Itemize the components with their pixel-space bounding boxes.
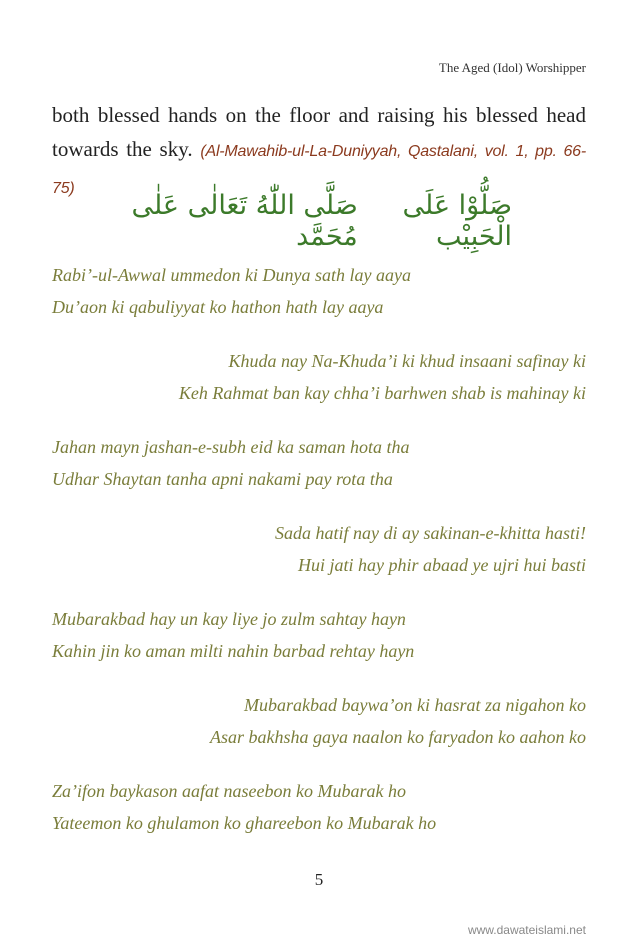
arabic-salutation [52,190,586,252]
verse-line: Mubarakbad hay un kay liye jo zulm sahtay hayn [52,609,406,629]
stanza [52,775,586,839]
stanza [52,345,586,409]
intro-line-1: both blessed hands on the floor and raising his blessed head [52,103,586,127]
verse-line: Khuda nay Na-Khuda’i ki khud insaani safinay ki [228,351,586,371]
intro-line-2: towards the sky. [52,137,193,161]
stanza [52,259,586,323]
arabic-salutation-left: صَلَّى اللّٰهُ تَعَالٰى عَلٰى مُحَمَّد [131,190,358,252]
footer-website: www.dawateislami.net [467,923,586,937]
stanza [52,603,586,667]
citation: (Al-Mawahib-ul-La-Duniyyah, Qastalani, vol. 1, pp. 66-75) [52,143,587,197]
verse-line: Rabi’-ul-Awwal ummedon ki Dunya sath lay aaya [52,265,411,285]
page-number: 5 [314,870,324,889]
stanza [52,431,586,495]
verse-line: Asar bakhsha gaya naalon ko faryadon ko aahon ko [210,727,586,747]
verse-line: Yateemon ko ghulamon ko ghareebon ko Mubarak ho [52,813,437,833]
verse-line: Jahan mayn jashan-e-subh eid ka saman hota tha [52,437,410,457]
verse-line: Mubarakbad baywa’on ki hasrat za nigahon ko [244,695,586,715]
stanza [52,517,586,581]
verse-line: Keh Rahmat ban kay chha’i barhwen shab is mahinay ki [178,383,586,403]
verse-line: Za’ifon baykason aafat naseebon ko Mubarak ho [52,781,406,801]
stanza [52,689,586,753]
verse-line: Kahin jin ko aman milti nahin barbad rehtay hayn [52,641,415,661]
verse-line: Sada hatif nay di ay sakinan-e-khitta hasti! [275,523,586,543]
verse-line: Udhar Shaytan tanha apni nakami pay rota tha [52,469,393,489]
running-header: The Aged (Idol) Worshipper [438,60,586,75]
poem [52,259,586,839]
verse-line: Hui jati hay phir abaad ye ujri hui basti [298,555,586,575]
verse-line: Du’aon ki qabuliyyat ko hathon hath lay aaya [52,297,384,317]
arabic-salutation-right: صَلُّوْا عَلَى الْحَبِيْب [402,190,512,252]
